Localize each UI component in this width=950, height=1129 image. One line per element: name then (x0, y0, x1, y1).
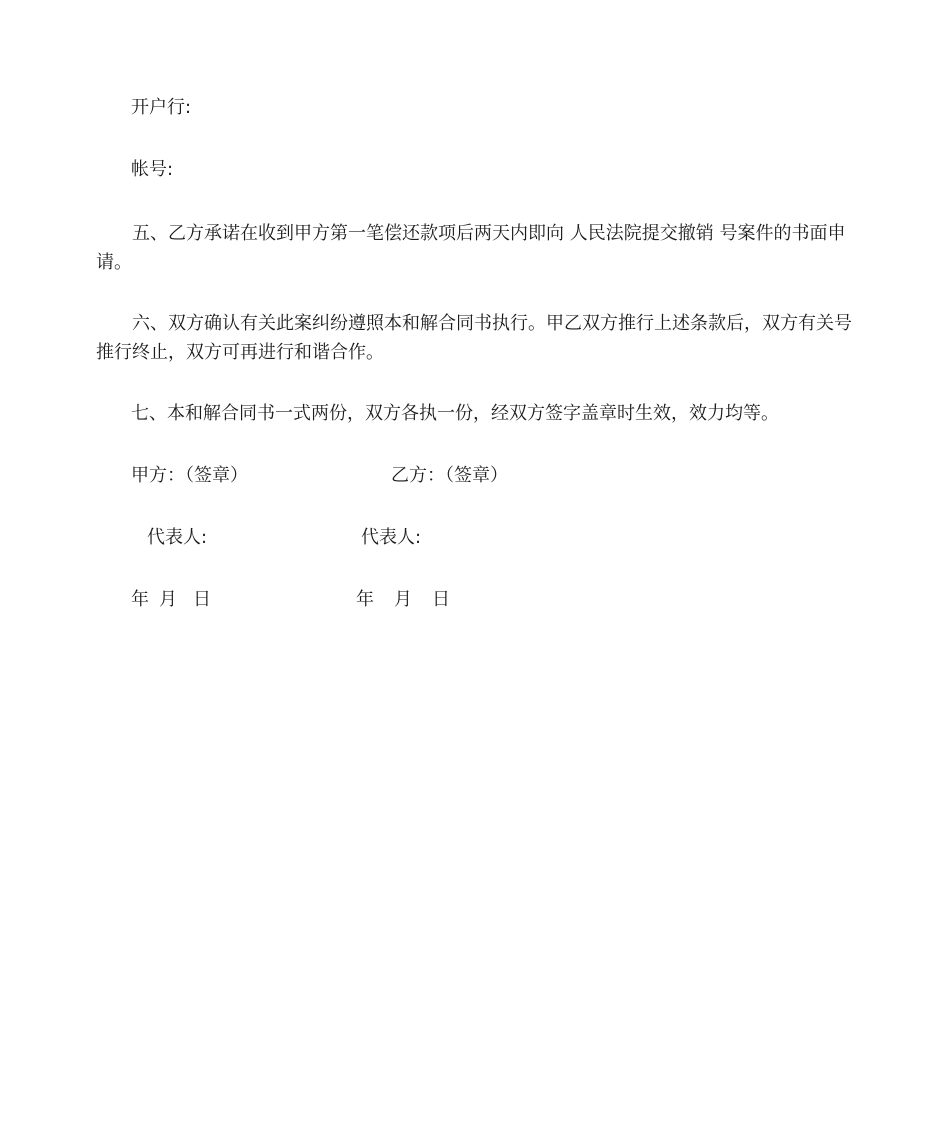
party-a-date (131, 589, 211, 611)
account-label: 帐号: (131, 159, 174, 180)
clause-6: 六、双方确认有关此案纠纷遵照本和解合同书执行。甲乙双方推行上述条款后，双方有关号推行终止，双方可再进行和谐合作。 (96, 313, 852, 363)
bank-label: 开户行: (131, 97, 192, 118)
party-a-sign-label: 甲方：（签章） (131, 465, 248, 486)
party-b-month: 月 (394, 589, 412, 610)
party-b-representative-label: 代表人: (361, 527, 422, 548)
party-b-day: 日 (432, 589, 450, 610)
party-a-month: 月 (159, 589, 177, 610)
clause-7: 七、本和解合同书一式两份，双方各执一份，经双方签字盖章时生效，效力均等。 (131, 403, 779, 424)
clause-5: 五、乙方承诺在收到甲方第一笔偿还款项后两天内即向 人民法院提交撤销 号案件的书面申请。 (96, 223, 846, 273)
party-a-representative-label: 代表人: (147, 527, 208, 548)
party-a-day: 日 (193, 589, 211, 610)
party-b-date (356, 589, 450, 611)
party-b-year: 年 (356, 589, 374, 610)
party-a-year: 年 (131, 589, 149, 610)
party-b-sign-label: 乙方：（签章） (391, 465, 508, 486)
